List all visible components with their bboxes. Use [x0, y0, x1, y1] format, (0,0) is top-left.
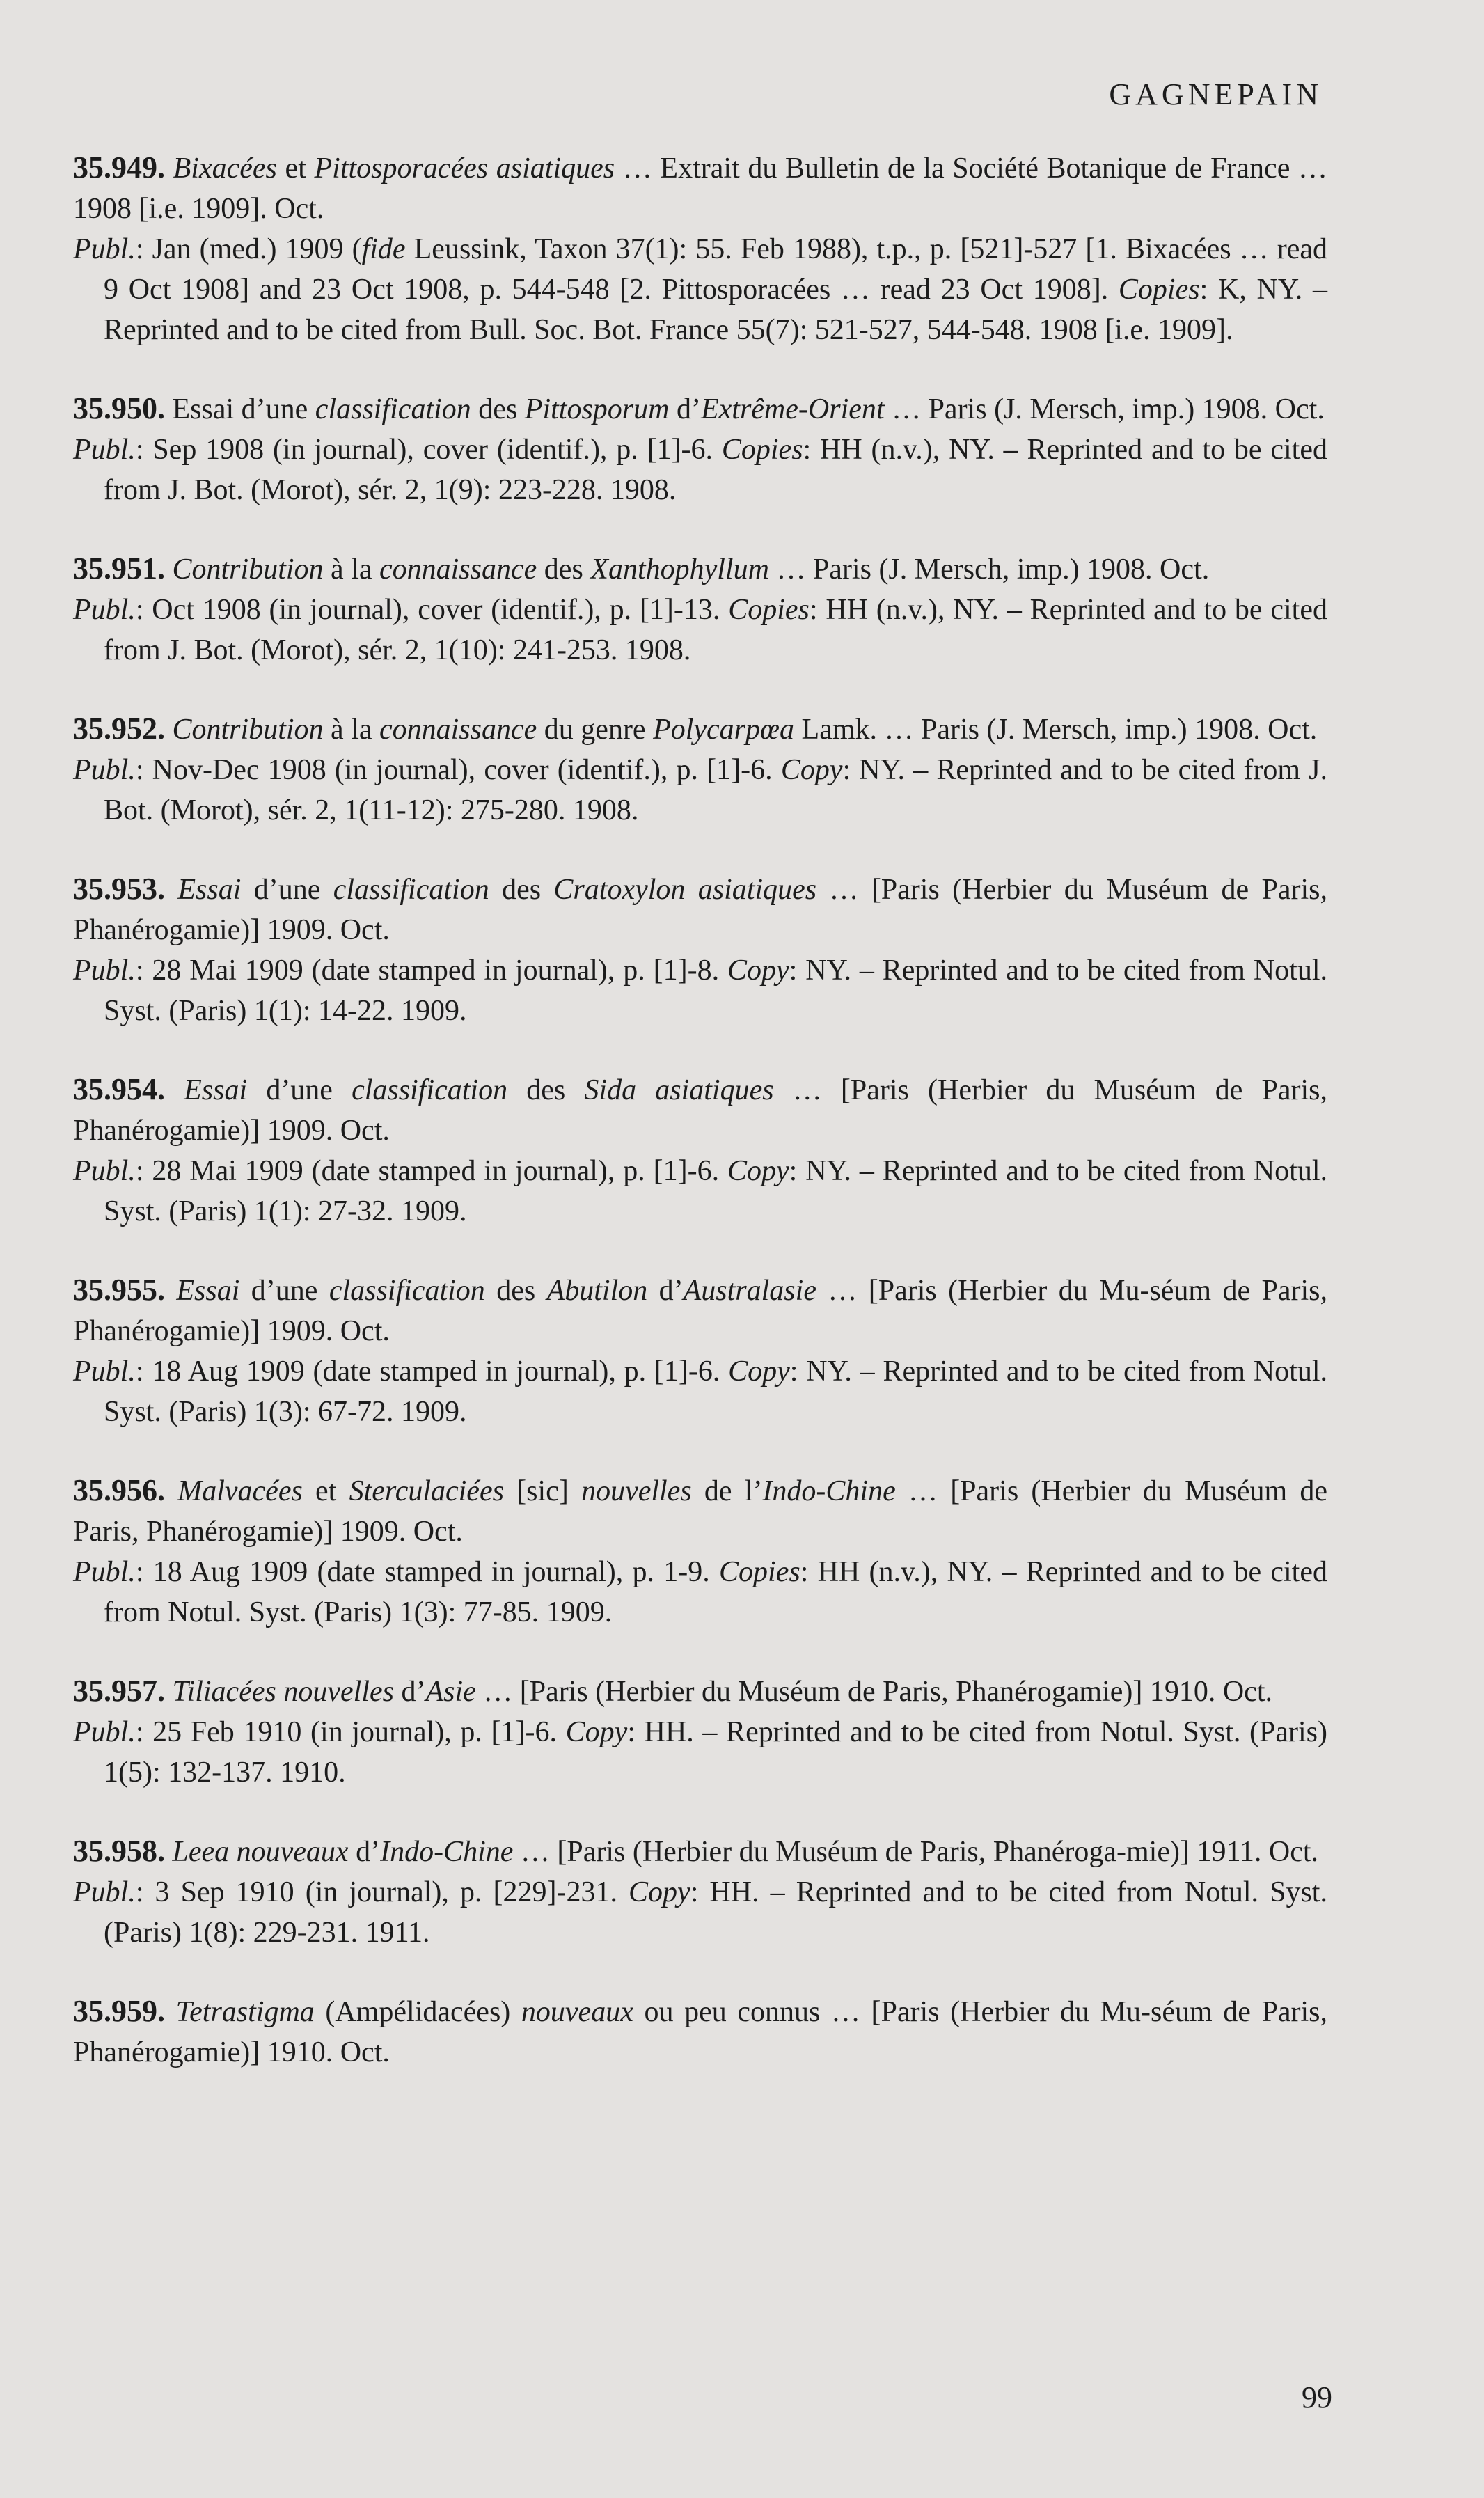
italic-text: Contribution — [172, 714, 324, 746]
bibliography-entry — [73, 1069, 1327, 1232]
text-run: … [Paris (Herbier du Muséum de Paris, Phanérogamie)] 1909. Oct. — [73, 874, 1327, 946]
text-run: des — [471, 393, 525, 425]
bibliography-entry — [73, 1831, 1327, 1953]
bibliography-entry — [73, 1991, 1327, 2073]
italic-text: Publ. — [73, 1716, 136, 1748]
page-number: 99 — [1302, 2380, 1332, 2414]
bibliography-entry — [73, 148, 1327, 350]
text-run: : Jan (med.) 1909 ( — [135, 233, 362, 265]
publication-details — [73, 229, 1327, 350]
text-run: d’une — [241, 874, 333, 906]
entry-number: 35.953. — [73, 872, 165, 906]
text-run: : 28 Mai 1909 (date stamped in journal), p. [1]-8. — [135, 955, 727, 987]
entry-number: 35.955. — [73, 1273, 165, 1307]
text-run: : HH (n.v.), NY. – Reprinted and to be cited from J. Bot. (Morot), sér. 2, 1(9): 223-228. 1908. — [104, 434, 1327, 506]
italic-text: Indo-Chine — [762, 1475, 896, 1507]
text-run: d’une — [239, 1275, 329, 1307]
entry-number: 35.950. — [73, 391, 165, 425]
text-run: … Paris (J. Mersch, imp.) 1908. Oct. — [884, 393, 1325, 425]
italic-text: Copy — [780, 754, 843, 786]
publication-details — [73, 1712, 1327, 1793]
text-run: de l’ — [691, 1475, 763, 1507]
italic-text: Bixacées — [173, 152, 277, 184]
text-run: des — [507, 1074, 585, 1106]
publication-details — [73, 750, 1327, 831]
italic-text: Publ. — [73, 233, 136, 265]
entry-title — [73, 1831, 1327, 1872]
italic-text: Australasie — [683, 1275, 816, 1307]
text-run: : HH. – Reprinted and to be cited from Notul. Syst. (Paris) 1(5): 132-137. 1910. — [104, 1716, 1327, 1789]
entry-number: 35.956. — [73, 1473, 165, 1507]
entry-number: 35.951. — [73, 551, 165, 586]
entry-number: 35.949. — [73, 150, 165, 184]
italic-text: Copy — [728, 1356, 790, 1388]
text-run: … [Paris (Herbier du Muséum de Paris, Phanérogamie)] 1910. Oct. — [475, 1676, 1272, 1708]
text-run: : Oct 1908 (in journal), cover (identif.), p. [1]-13. — [135, 594, 729, 626]
text-run: : Sep 1908 (in journal), cover (identif.), p. [1]-6. — [135, 434, 722, 466]
entry-title — [73, 1991, 1327, 2073]
italic-text: Malvacées — [177, 1475, 303, 1507]
entry-number: 35.959. — [73, 1994, 165, 2028]
entry-title — [73, 709, 1327, 750]
entry-title — [73, 1069, 1327, 1151]
italic-text: Polycarpœa — [653, 714, 795, 746]
entry-title — [73, 869, 1327, 950]
italic-text: Tetrastigma — [175, 1996, 315, 2028]
text-run: ou peu connus … [Paris (Herbier du Mu-séum de Paris, Phanérogamie)] 1910. Oct. — [73, 1996, 1328, 2068]
italic-text: Xanthophyllum — [590, 553, 769, 586]
italic-text: Copy — [727, 955, 789, 987]
text-run: … [Paris (Herbier du Muséum de Paris, Phanéroga-mie)] 1911. Oct. — [513, 1836, 1319, 1868]
text-run: … [Paris (Herbier du Muséum de Paris, Phanérogamie)] 1909. Oct. — [73, 1074, 1327, 1147]
text-run: Essai d’une — [172, 393, 315, 425]
text-run: Leussink, Taxon 37(1): 55. Feb 1988), t.p., p. [521]-527 [1. Bixacées … read 9 Oct 1908] and 23 Oct 1908, p. 544-548 [2. Pittosporacées … read 23 Oct 1908]. — [104, 233, 1327, 306]
italic-text: Publ. — [73, 955, 136, 987]
italic-text: Copies — [721, 434, 803, 466]
entry-title — [73, 1270, 1327, 1351]
text-run: : 18 Aug 1909 (date stamped in journal), p. [1]-6. — [135, 1356, 729, 1388]
italic-text: Publ. — [73, 1556, 136, 1588]
text-run: : Nov-Dec 1908 (in journal), cover (identif.), p. [1]-6. — [135, 754, 781, 786]
text-run: : HH. – Reprinted and to be cited from Notul. Syst. (Paris) 1(8): 229-231. 1911. — [104, 1876, 1327, 1949]
entry-number: 35.958. — [73, 1834, 165, 1868]
italic-text: Copies — [728, 594, 810, 626]
italic-text: Tiliacées nouvelles — [172, 1676, 394, 1708]
entry-number: 35.957. — [73, 1674, 165, 1708]
italic-text: nouveaux — [521, 1996, 633, 2028]
text-run: : NY. – Reprinted and to be cited from Notul. Syst. (Paris) 1(1): 27-32. 1909. — [104, 1155, 1328, 1227]
text-run: : K, NY. – Reprinted and to be cited from Bull. Soc. Bot. France 55(7): 521-527, 544-548. 1908 [i.e. 1909]. — [104, 274, 1328, 346]
italic-text: Essai — [184, 1074, 248, 1106]
text-run: des — [484, 1275, 547, 1307]
italic-text: classification — [333, 874, 489, 906]
bibliography-entry — [73, 1671, 1327, 1793]
entry-number: 35.954. — [73, 1072, 165, 1106]
bibliography-entry — [73, 1470, 1327, 1633]
italic-text: Publ. — [73, 754, 136, 786]
italic-text: Copy — [629, 1876, 690, 1908]
italic-text: classification — [315, 393, 471, 425]
text-run: : HH (n.v.), NY. – Reprinted and to be cited from J. Bot. (Morot), sér. 2, 1(10): 241-253. 1908. — [104, 594, 1327, 666]
entry-title — [73, 1671, 1327, 1712]
text-run: … [Paris (Herbier du Mu-séum de Paris, Phanérogamie)] 1909. Oct. — [73, 1275, 1328, 1347]
text-run: à la — [323, 714, 379, 746]
italic-text: Essai — [176, 1275, 240, 1307]
text-run: : NY. – Reprinted and to be cited from Notul. Syst. (Paris) 1(1): 14-22. 1909. — [104, 955, 1328, 1027]
text-run: du genre — [537, 714, 654, 746]
text-run: à la — [323, 553, 379, 586]
italic-text: Copies — [719, 1556, 800, 1588]
italic-text: Publ. — [73, 1155, 136, 1187]
italic-text: Cratoxylon asiatiques — [553, 874, 817, 906]
text-run: : NY. – Reprinted and to be cited from Notul. Syst. (Paris) 1(3): 67-72. 1909. — [104, 1356, 1328, 1428]
italic-text: fide — [361, 233, 406, 265]
text-run: : HH (n.v.), NY. – Reprinted and to be cited from Notul. Syst. (Paris) 1(3): 77-85. 1909. — [104, 1556, 1327, 1628]
text-run: d’ — [647, 1275, 684, 1307]
text-run: : 25 Feb 1910 (in journal), p. [1]-6. — [135, 1716, 566, 1748]
publication-details — [73, 430, 1327, 510]
italic-text: Pittosporacées asiatiques — [314, 152, 615, 184]
text-run: Lamk. … Paris (J. Mersch, imp.) 1908. Oct. — [794, 714, 1318, 746]
italic-text: Copy — [565, 1716, 628, 1748]
italic-text: nouvelles — [581, 1475, 692, 1507]
italic-text: Publ. — [73, 594, 136, 626]
text-run: : 18 Aug 1909 (date stamped in journal), p. 1-9. — [135, 1556, 720, 1588]
italic-text: Contribution — [172, 553, 324, 586]
text-run: et — [276, 152, 315, 184]
entry-title — [73, 148, 1327, 229]
text-run: [sic] — [503, 1475, 582, 1507]
italic-text: Leea nouveaux — [172, 1836, 349, 1868]
publication-details — [73, 1351, 1327, 1432]
italic-text: Copies — [1118, 274, 1200, 306]
text-run: : 3 Sep 1910 (in journal), p. [229]-231. — [135, 1876, 629, 1908]
text-run: … [Paris (Herbier du Muséum de Paris, Phanérogamie)] 1909. Oct. — [73, 1475, 1328, 1548]
italic-text: connaissance — [379, 553, 537, 586]
entry-title — [73, 388, 1327, 430]
publication-details — [73, 1552, 1327, 1633]
text-run: : 28 Mai 1909 (date stamped in journal), p. [1]-6. — [135, 1155, 727, 1187]
bibliography-entry — [73, 388, 1327, 510]
running-head: GAGNEPAIN — [1109, 77, 1323, 111]
italic-text: classification — [352, 1074, 508, 1106]
publication-details — [73, 1151, 1327, 1232]
text-run: d’ — [669, 393, 701, 425]
text-run: et — [302, 1475, 349, 1507]
italic-text: Sida asiatiques — [584, 1074, 774, 1106]
italic-text: connaissance — [379, 714, 537, 746]
italic-text: Sterculaciées — [349, 1475, 504, 1507]
italic-text: Asie — [425, 1676, 476, 1708]
entry-number: 35.952. — [73, 712, 165, 746]
italic-text: Copy — [727, 1155, 789, 1187]
italic-text: Essai — [177, 874, 242, 906]
bibliography-entry — [73, 709, 1327, 831]
publication-details — [73, 1872, 1327, 1953]
italic-text: Pittosporum — [524, 393, 670, 425]
publication-details — [73, 950, 1327, 1031]
text-run: : NY. – Reprinted and to be cited from J. Bot. (Morot), sér. 2, 1(11-12): 275-280. 1908. — [104, 754, 1327, 826]
bibliography-entry — [73, 549, 1327, 670]
bibliography-entries — [73, 148, 1327, 2111]
text-run: … Extrait du Bulletin de la Société Botanique de France … 1908 [i.e. 1909]. Oct. — [73, 152, 1327, 225]
bibliography-entry — [73, 869, 1327, 1031]
text-run: … Paris (J. Mersch, imp.) 1908. Oct. — [768, 553, 1210, 586]
italic-text: Indo-Chine — [380, 1836, 514, 1868]
publication-details — [73, 590, 1327, 670]
bibliography-entry — [73, 1270, 1327, 1432]
italic-text: Publ. — [73, 434, 136, 466]
entry-title — [73, 1470, 1327, 1552]
text-run: (Ampélidacées) — [314, 1996, 521, 2028]
text-run: des — [537, 553, 591, 586]
italic-text: Abutilon — [546, 1275, 648, 1307]
text-run: d’une — [247, 1074, 352, 1106]
text-run: d’ — [393, 1676, 426, 1708]
italic-text: classification — [329, 1275, 485, 1307]
italic-text: Publ. — [73, 1876, 136, 1908]
entry-title — [73, 549, 1327, 590]
italic-text: Publ. — [73, 1356, 136, 1388]
text-run: des — [489, 874, 554, 906]
text-run: d’ — [348, 1836, 381, 1868]
italic-text: Extrême-Orient — [700, 393, 885, 425]
